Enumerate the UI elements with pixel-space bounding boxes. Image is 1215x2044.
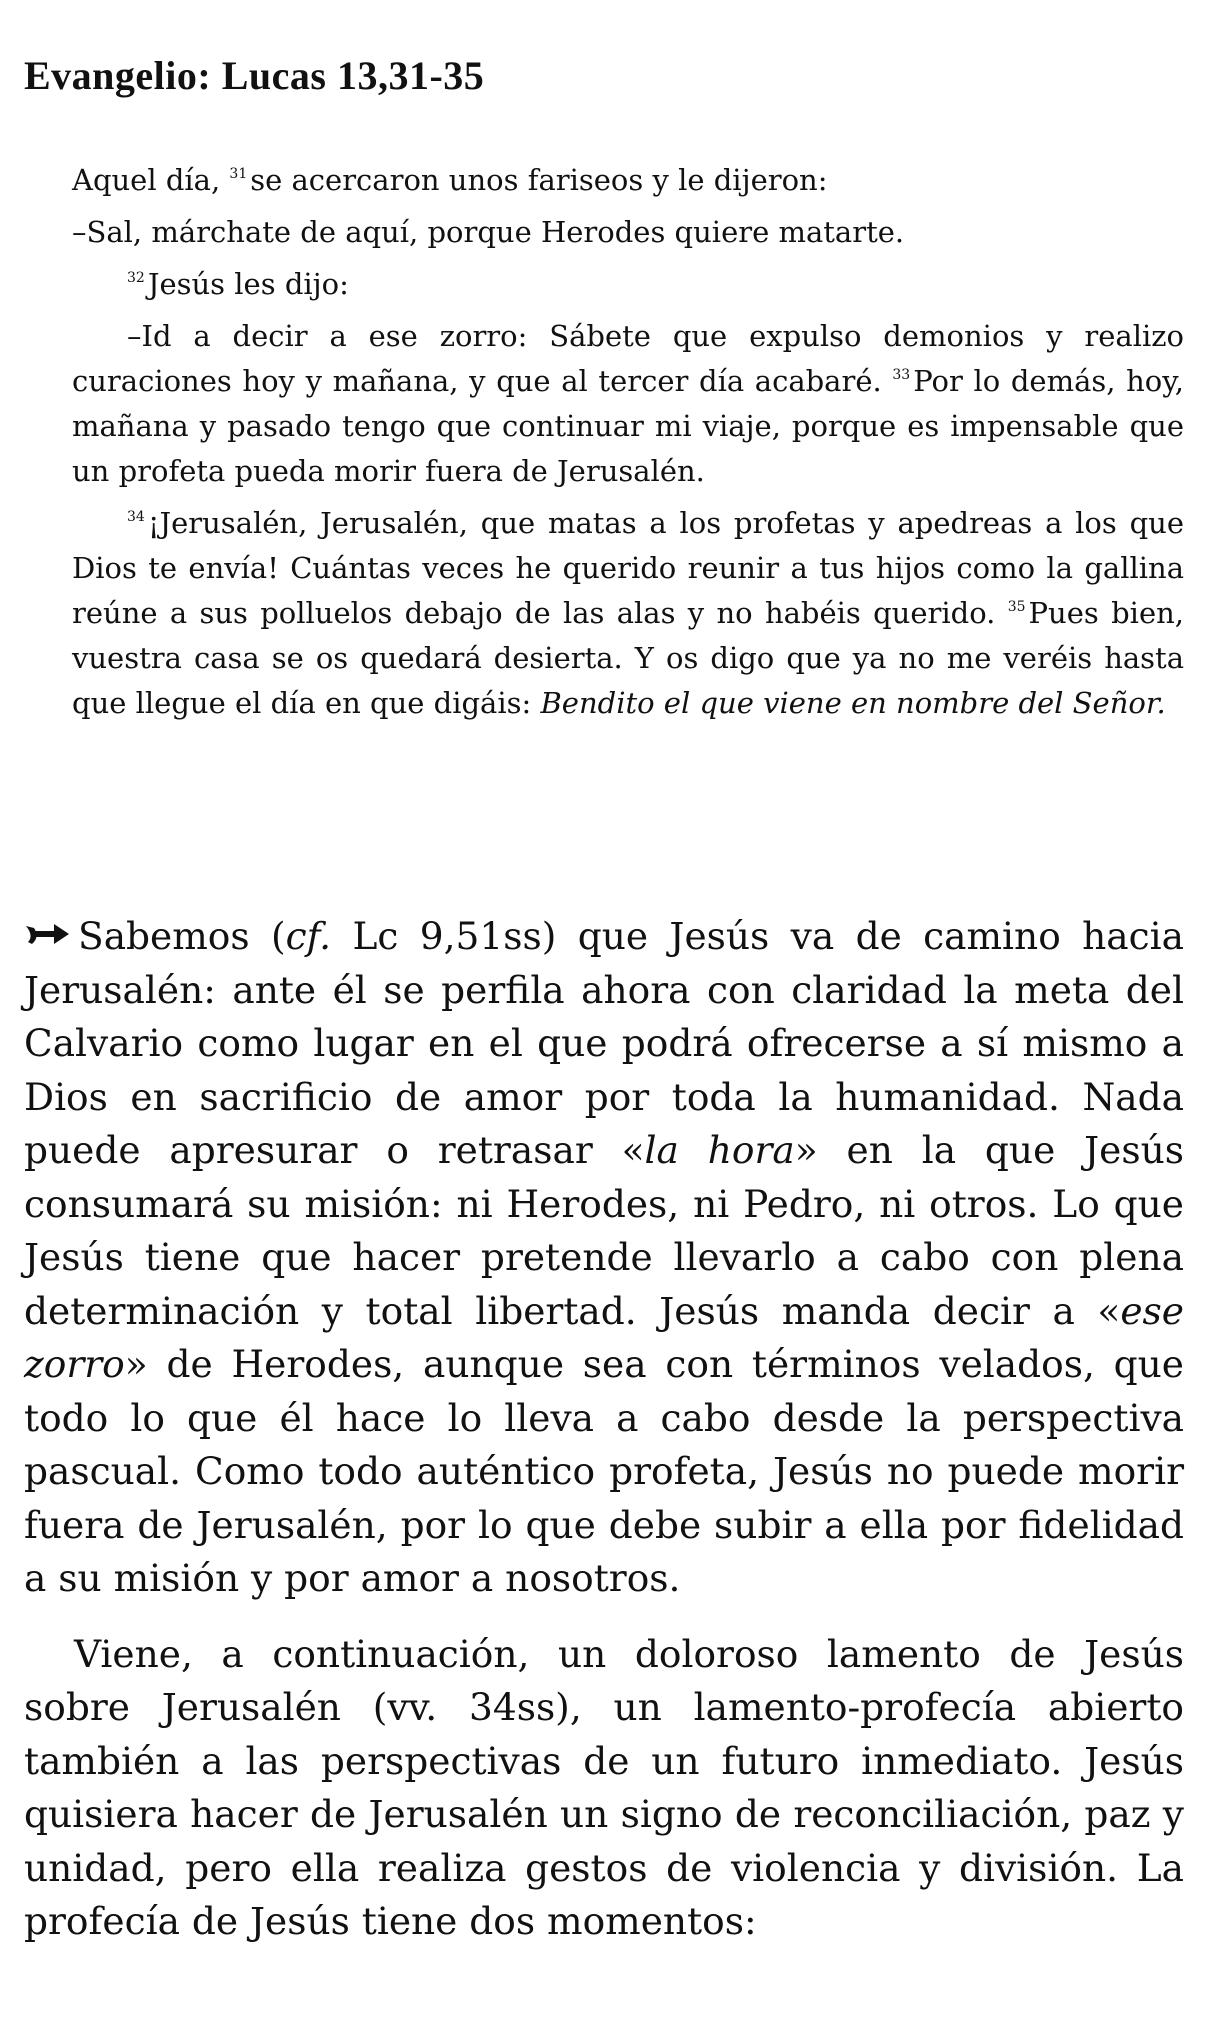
gospel-quote-italic: Bendito el que viene en nombre del Señor.: [540, 686, 1166, 720]
verse-number: 31: [229, 166, 248, 182]
gospel-text-span: –Sal, márchate de aquí, porque Herodes quiere matarte.: [72, 215, 905, 249]
page-title: Evangelio: Lucas 13,31-35: [24, 53, 485, 98]
gospel-text-span: ¡Jerusalén, Jerusalén, que matas a los profetas y apedreas a los que Dios te envía! Cuántas veces he querido reunir a tus hijos como la gallina reúne a sus polluelos debajo de las alas y no habéis querido.: [72, 506, 1184, 630]
gospel-text-span: Por lo demás, hoy, mañana y pasado tengo que continuar mi viaje, porque es impensable que un profeta pueda morir fuera de Jerusalén.: [72, 364, 1185, 488]
verse-number: 32: [127, 270, 145, 286]
gospel-paragraph: [72, 158, 1184, 203]
gospel-paragraph: [72, 314, 1184, 494]
commentary-italic: la hora: [644, 1128, 795, 1172]
gospel-text-span: Jesús les dijo:: [147, 267, 349, 301]
commentary-paragraph: [24, 910, 1184, 1606]
gospel-paragraph: [72, 262, 1184, 307]
commentary-paragraph: [24, 1628, 1184, 1949]
gospel-text-span: Aquel día,: [72, 163, 221, 197]
right-arrow-icon: [24, 921, 70, 947]
gospel-text: [72, 158, 1184, 733]
commentary-text-span: Lc 9,51ss) que Jesús va de camino hacia Jerusalén: ante él se perfila ahora con claridad la meta del Calvario como lugar en el que podrá ofrecerse a sí mismo a Dios en sacrificio de amor por toda la humanidad. Nada puede apresurar o retrasar «: [24, 914, 1184, 1172]
verse-number: 33: [892, 367, 911, 383]
commentary-text-span: » de Herodes, aunque sea con términos velados, que todo lo que él hace lo lleva a cabo desde la perspectiva pascual. Como todo auténtico profeta, Jesús no puede morir fuera de Jerusalén, por lo que debe subir a ella por fidelidad a su misión y por amor a nosotros.: [24, 1342, 1184, 1600]
gospel-text-span: se acercaron unos fariseos y le dijeron:: [250, 163, 828, 197]
gospel-text-span: –Id a decir a ese zorro: Sábete que expulso demonios y realizo curaciones hoy y mañana, y que al tercer día acabaré.: [72, 319, 1184, 398]
commentary-text-span: Viene, a continuación, un doloroso lamento de Jesús sobre Jerusalén (vv. 34ss), un lamento-profecía abierto también a las perspectivas de un futuro inmediato. Jesús quisiera hacer de Jerusalén un signo de reconciliación, paz y unidad, pero ella realiza gestos de violencia y división. La profecía de Jesús tiene dos momentos:: [24, 1631, 1184, 1943]
commentary-italic: ese zorro: [24, 1288, 1184, 1386]
gospel-text-span: Pues bien, vuestra casa se os quedará desierta. Y os digo que ya no me veréis hasta que llegue el día en que digáis:: [72, 596, 1184, 720]
commentary-text-span: » en la que Jesús consumará su misión: ni Herodes, ni Pedro, ni otros. Lo que Jesús tiene que hacer pretende llevarlo a cabo con plena determinación y total libertad. Jesús manda decir a «: [24, 1128, 1184, 1333]
gospel-paragraph: [72, 501, 1184, 726]
verse-number: 35: [1007, 599, 1026, 615]
commentary-text: [24, 910, 1184, 1971]
commentary-italic: cf.: [285, 914, 332, 958]
commentary-text-span: Sabemos (: [78, 914, 286, 958]
verse-number: 34: [127, 509, 145, 525]
gospel-paragraph: [72, 210, 1184, 255]
